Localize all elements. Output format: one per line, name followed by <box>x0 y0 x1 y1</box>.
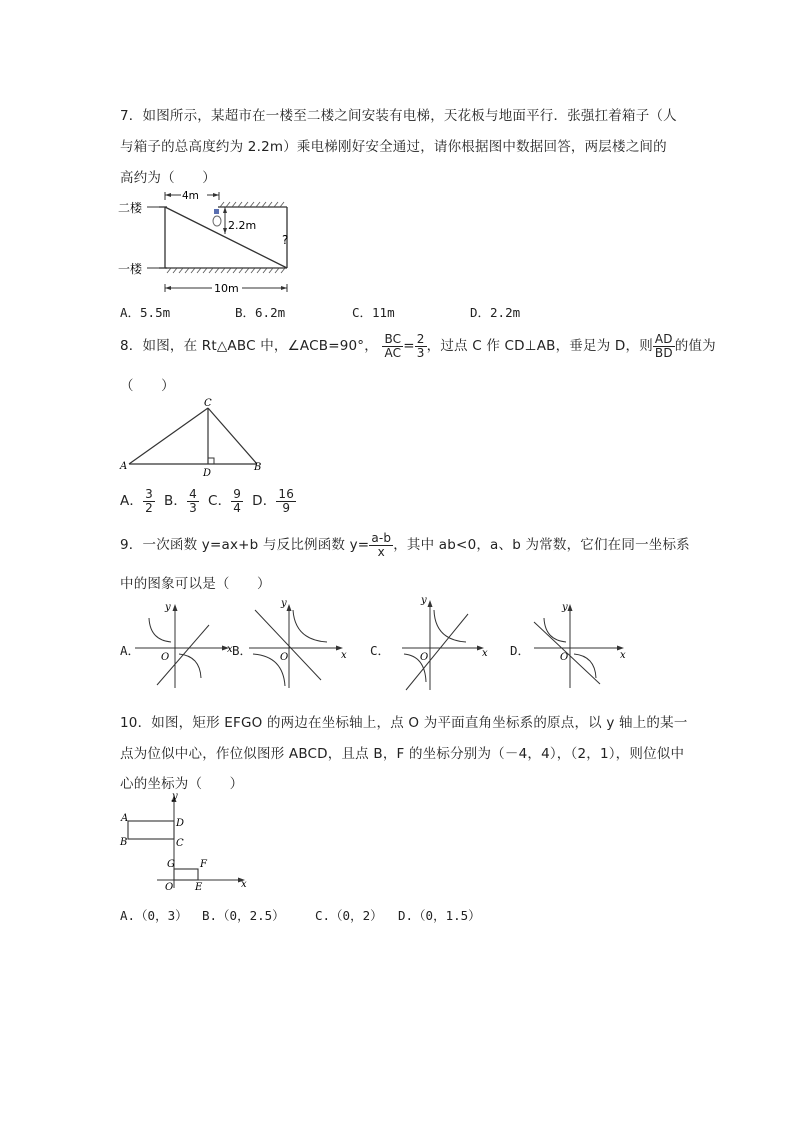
q7-floor1-label: 一楼 <box>118 262 143 276</box>
q10-x-label: x <box>241 879 247 890</box>
q9-c-y-label: y <box>421 595 427 606</box>
q10-label-a: A <box>121 813 129 824</box>
q10-label-c: C <box>176 838 184 849</box>
q9-frac-num: a-b <box>371 530 392 545</box>
q9-graph-b <box>245 598 353 692</box>
q9-graph-a <box>133 600 233 692</box>
q8-option-c-label: C． <box>207 493 232 509</box>
q8-fraction-2-3 <box>415 333 427 360</box>
q9-post: ，其中 ab<0，a、b 为常数，它们在同一坐标系 <box>393 537 690 553</box>
q9-b-y-label: y <box>281 598 287 609</box>
q8-fraction-bc-ac <box>382 333 403 360</box>
q8-pre: 8．如图，在 Rt△ABC 中，∠ACB=90°， <box>120 338 378 354</box>
q8-frac2-den: BD <box>654 345 673 360</box>
q8-label-d: D <box>203 468 212 478</box>
q9-option-a: A． <box>120 643 141 658</box>
q9-line2: 中的图象可以是（ ） <box>120 576 271 592</box>
q10-line2: 点为位似中心，作位似图形 ABCD，且点 B，F 的坐标分别为（－4，4），（2，1），则位似中 <box>120 746 685 762</box>
q9-option-b: B． <box>232 643 253 658</box>
q8-options <box>120 484 296 518</box>
q10-line1: 10．如图，矩形 EFGO 的两边在坐标轴上，点 O 为平面直角坐标系的原点，以 y 轴上的某一 <box>120 715 688 731</box>
q7-bottom-dim: 10m <box>214 282 239 295</box>
q7-line2: 与箱子的总高度约为 2.2m）乘电梯刚好安全通过，请你根据图中数据回答，两层楼之间的 <box>120 139 667 155</box>
q8-option-a <box>143 488 155 515</box>
q9-a-y-label: y <box>165 602 171 613</box>
q7-option-d: D．2.2m <box>470 305 521 320</box>
q8-option-d-label: D． <box>252 493 277 509</box>
q7-line1: 7．如图所示，某超市在一楼至二楼之间安装有电梯，天花板与地面平行．张强扛着箱子（人 <box>120 108 677 124</box>
q8-label-c: C <box>204 398 212 409</box>
q8-opt-b-num: 4 <box>189 486 197 501</box>
q8-frac1-den: AC <box>384 345 402 360</box>
q9-option-d: D． <box>510 643 531 658</box>
q7-top-dim: 4m <box>182 190 199 202</box>
q7-escalator-figure <box>115 190 325 295</box>
q9-pre: 9．一次函数 y=ax+b 与反比例函数 y= <box>120 537 370 553</box>
q10-label-d: D <box>176 818 185 829</box>
q8-option-b <box>187 488 199 515</box>
q10-y-label: y <box>172 792 178 802</box>
q8-option-a-label: A． <box>120 493 144 509</box>
q9-d-x-label: x <box>620 650 626 661</box>
q8-frac1-rden: 3 <box>416 345 425 360</box>
q8-fraction-ad-bd <box>653 333 675 360</box>
q10-option-b: B.（0，2.5） <box>202 908 285 923</box>
q8-post: 的值为 <box>674 338 716 354</box>
q8-opt-a-num: 3 <box>145 486 153 501</box>
q8-frac1-num: BC <box>384 331 402 346</box>
q7-height-2-2m: 2.2m <box>228 219 257 232</box>
q9-d-origin: O <box>560 652 569 663</box>
q9-d-y-label: y <box>562 602 568 613</box>
q8-label-a: A <box>120 461 128 472</box>
q9-b-origin: O <box>280 652 289 663</box>
q7-option-c: C．11m <box>352 305 395 320</box>
q8-line2: （ ） <box>120 378 175 394</box>
q8-option-d <box>276 488 296 515</box>
q9-c-origin: O <box>420 652 429 663</box>
q8-eq: = <box>403 338 415 354</box>
q9-a-x-label: x <box>227 644 233 655</box>
q8-opt-b-den: 3 <box>189 500 197 515</box>
q10-option-c: C.（0，2） <box>315 908 383 923</box>
q8-opt-d-den: 9 <box>282 500 291 515</box>
q9-frac-den: x <box>377 544 385 559</box>
q10-label-e: E <box>195 882 203 892</box>
q10-label-g: G <box>167 859 175 870</box>
q8-opt-a-den: 2 <box>145 500 153 515</box>
q8-triangle-figure <box>115 396 275 478</box>
q7-unknown: ? <box>282 233 289 247</box>
q8-frac1-rnum: 2 <box>416 331 425 346</box>
q10-label-f: F <box>200 859 207 870</box>
q9-c-x-label: x <box>482 648 488 659</box>
q9-b-x-label: x <box>341 650 347 661</box>
q8-option-b-label: B． <box>163 493 188 509</box>
q8-opt-c-num: 9 <box>233 486 242 501</box>
q7-option-b: B．6.2m <box>235 305 286 320</box>
q7-option-a: A．5.5m <box>120 305 171 320</box>
q9-fraction <box>369 532 393 559</box>
q8-label-b: B <box>254 462 262 473</box>
q7-floor2-label: 二楼 <box>118 201 143 215</box>
q9-line1 <box>120 528 690 562</box>
q10-option-a: A.（0，3） <box>120 908 188 923</box>
q9-graph-c <box>398 594 494 694</box>
q10-line3: 心的坐标为（ ） <box>120 776 244 792</box>
q9-a-origin: O <box>161 652 170 663</box>
q9-option-c: C． <box>370 643 391 658</box>
q10-option-d: D.（0，1.5） <box>398 908 481 923</box>
q10-label-b: B <box>120 837 128 848</box>
q8-option-c <box>231 488 243 515</box>
q7-line3: 高约为（ ） <box>120 170 216 186</box>
q8-opt-d-num: 16 <box>278 486 295 501</box>
q8-mid: ，过点 C 作 CD⊥AB，垂足为 D，则 <box>426 338 653 354</box>
q8-opt-c-den: 4 <box>233 500 242 515</box>
q8-line1 <box>120 329 716 363</box>
q10-coordinate-figure <box>115 792 255 892</box>
q9-graph-d <box>528 600 632 692</box>
q10-label-o: O <box>165 882 174 892</box>
q8-frac2-num: AD <box>653 333 675 347</box>
